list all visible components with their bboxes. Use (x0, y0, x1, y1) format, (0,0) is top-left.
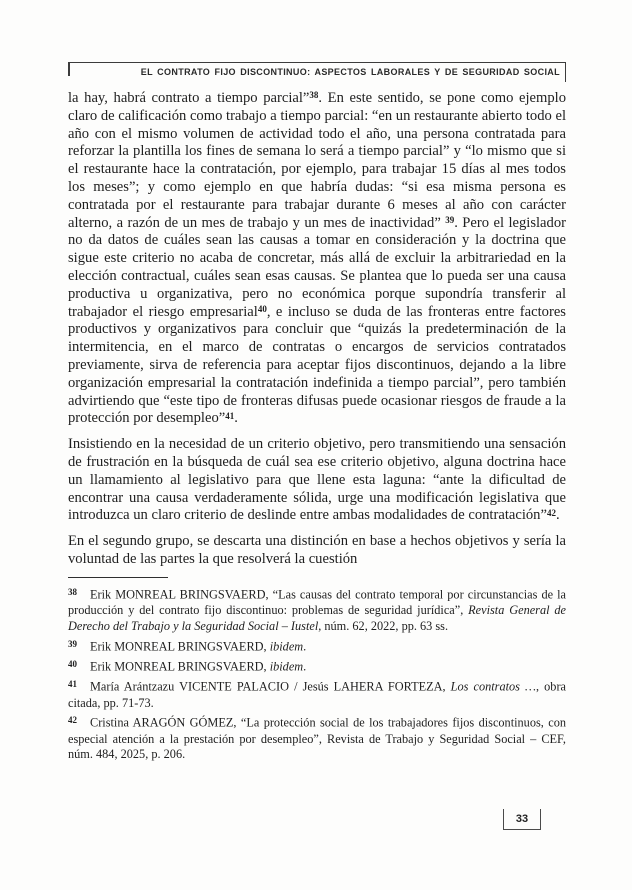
page-content (68, 62, 566, 765)
footnote-text: Erik MONREAL BRINGSVAERD, “Las causas del contrato temporal por circunstancias de la producción y del contrato fijo discontinuo: problemas de seguridad jurídica”, Revista General de Derecho del Trabajo y la Seguridad Social – Iustel, núm. 62, 2022, pp. 63 ss. (68, 587, 567, 633)
footnote-marker: 41 (68, 679, 77, 690)
paragraph-1: la hay, habrá contrato a tiempo parcial”$^{38}$. En este sentido, se pone como ejemplo claro de calificación como trabajo a tiempo parcial: “en un restaurante abierto todo el año con el mismo volumen de actividad todo el año, una persona contratada para reforzar la plantilla los fines de semana lo será a tiempo parcial” y “lo mismo que si el restaurante hace la contratación, por ejemplo, para trabajar 15 días al mes todos los meses”; y como ejemplo en que habría dudas: “si esa misma persona es contratada por el restaurante para trabajar durante 6 meses al año con carácter alterno, a razón de un mes de trabajo y un mes de inactividad” $^{39}$. Pero el legislador no da datos de cuáles sean las causas a tomar en consideración y la doctrina que sigue este criterio no acaba de concretar, más allá de excluir la arbitrariedad en la elección contractual, cuáles sean esas causas. Se plantea que lo pueda ser una causa productiva u organizativa, pero no económica porque supondría transferir al trabajador el riesgo empresarial$^{40}$, e incluso se duda de las fronteras entre factores productivos y organizativos para concluir que “quizás la predeterminación de la intermitencia, en el marco de contratas o encargos de servicios contratados previamente, sirva de referencia para aceptar fijos discontinuos, dejando a la libre organización empresarial la contratación indefinida a tiempo parcial”, pero también advirtiendo que “este tipo de fronteras difusas puede ocasionar riesgos de fraude a la protección por desempleo”$^{41}$. (68, 90, 566, 427)
footnote-marker: 40 (68, 658, 77, 669)
footnote-42 (68, 713, 566, 763)
footnote-38 (68, 585, 566, 635)
running-header-title: EL CONTRATO FIJO DISCONTINUO: ASPECTOS LABORALES Y DE SEGURIDAD SOCIAL (140, 67, 560, 77)
paragraph-3: En el segundo grupo, se descarta una distinción en base a hechos objetivos y sería la voluntad de las partes la que resolverá la cuestión (68, 533, 566, 567)
footnote-marker: 38 (68, 586, 77, 597)
paragraph-2: Insistiendo en la necesidad de un criterio objetivo, pero transmitiendo una sensación de frustración en la búsqueda de cuál sea ese criterio objetivo, alguna doctrina hace un llamamiento al legislativo para que llene esta laguna: “ante la dificultad de encontrar una causa verdaderamente sólida, urge una modificación legislativa que introduzca un claro criterio de deslinde entre ambas modalidades de contratación”$^{42}$. (68, 436, 566, 524)
page-number: 33 (515, 813, 529, 825)
footnote-text: Erik MONREAL BRINGSVAERD, ibidem. (90, 639, 307, 654)
page-number-box (503, 809, 541, 830)
footnote-39 (68, 637, 566, 655)
footnote-40 (68, 657, 566, 675)
footnote-text: Erik MONREAL BRINGSVAERD, ibidem. (90, 659, 307, 674)
footnote-separator-rule (68, 577, 168, 578)
footnote-marker: 42 (68, 715, 77, 726)
body-text (68, 90, 566, 569)
footnote-marker: 39 (68, 638, 77, 649)
footnote-text: María Arántzazu VICENTE PALACIO / Jesús LAHERA FORTEZA, Los contratos …, obra citada, pp. 71-73. (68, 679, 567, 710)
running-header (68, 62, 566, 77)
footnote-area (68, 577, 566, 763)
footnote-41 (68, 677, 566, 711)
footnote-text: Cristina ARAGÓN GÓMEZ, “La protección social de los trabajadores fijos discontinuos, con especial atención a la prestación por desempleo”, Revista de Trabajo y Seguridad Social – CEF, núm. 484, 2025, p. 206. (68, 715, 566, 762)
